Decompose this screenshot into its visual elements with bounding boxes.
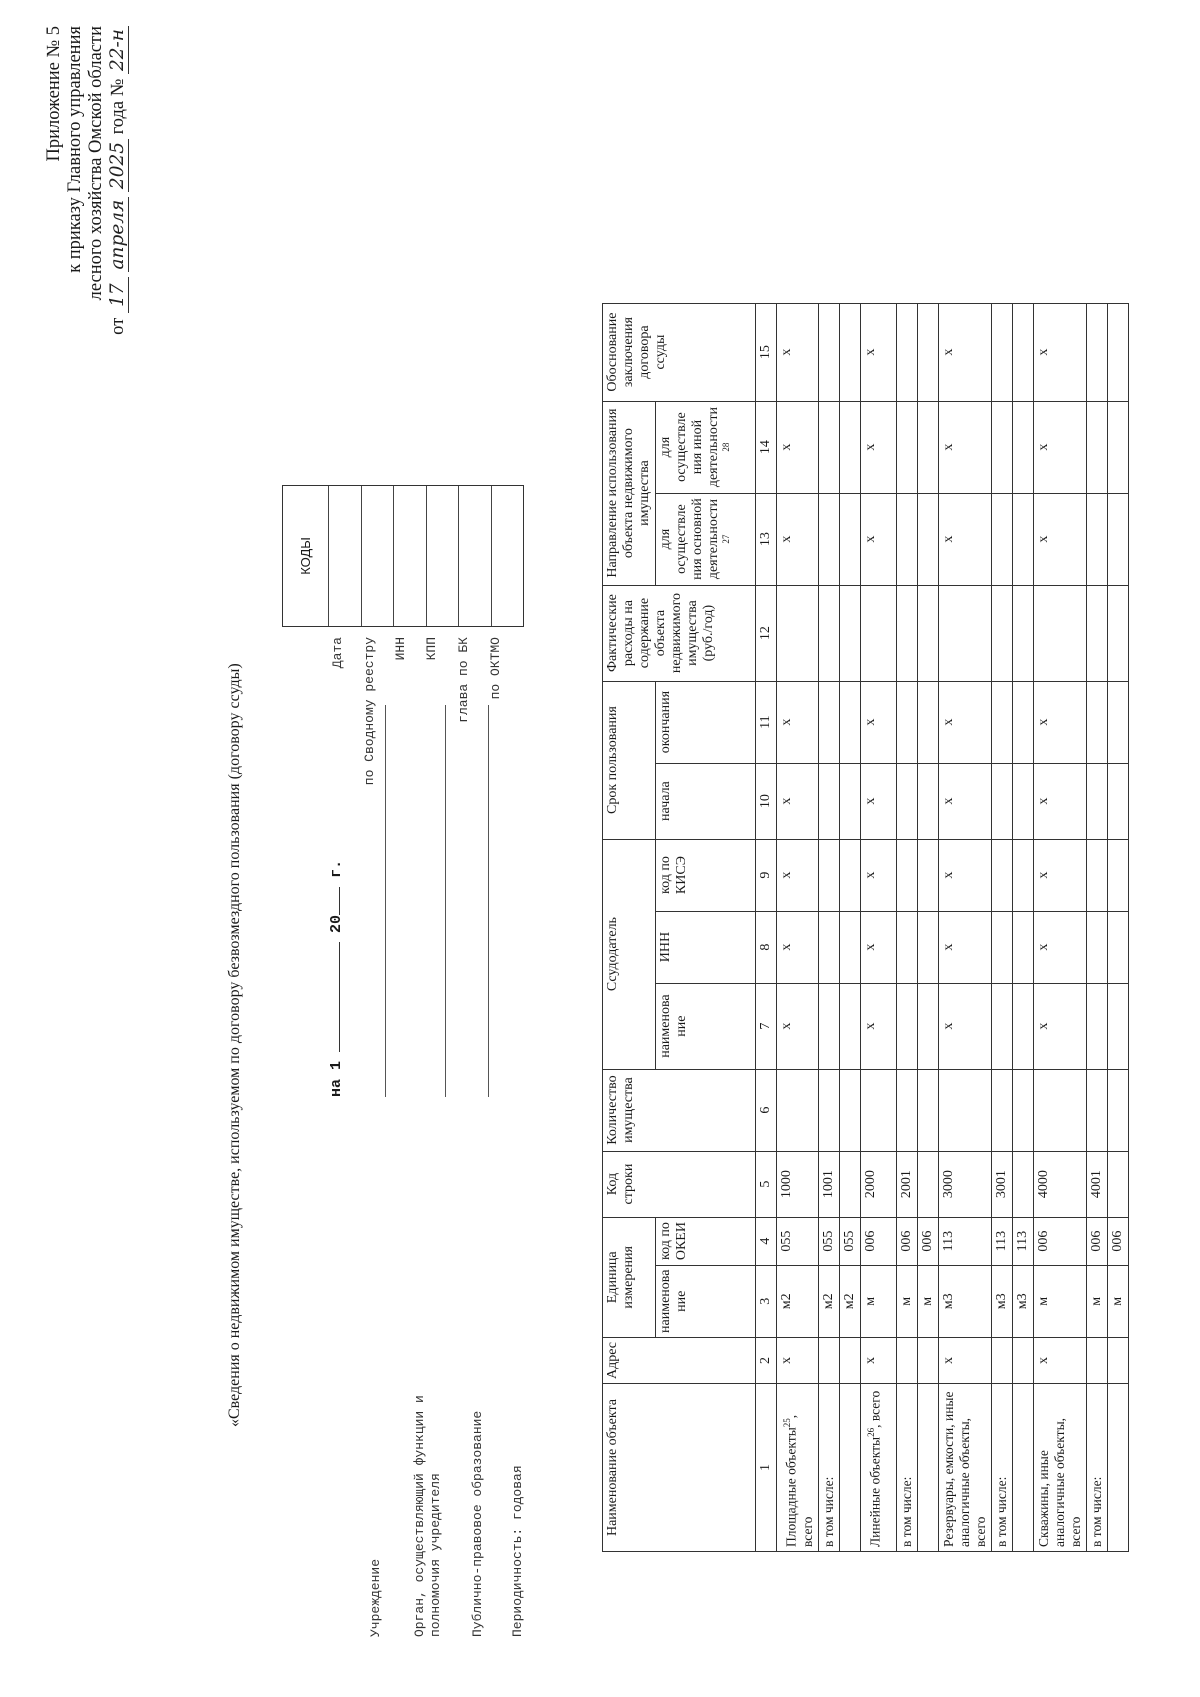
okei-cell[interactable]: 113 xyxy=(991,1217,1012,1265)
basis-cell[interactable] xyxy=(991,303,1012,401)
purpose-other-cell[interactable] xyxy=(917,401,938,493)
purpose-other-cell[interactable] xyxy=(991,401,1012,493)
line-code-cell[interactable]: 2001 xyxy=(896,1151,917,1217)
quantity-cell[interactable] xyxy=(1012,1069,1033,1151)
appendix-number: 22-н xyxy=(107,26,129,74)
column-number: 2 xyxy=(756,1337,777,1383)
object-name: в том числе: xyxy=(898,1476,914,1547)
lender-kise-cell[interactable]: x xyxy=(777,839,819,911)
period-prefix: на 1 xyxy=(328,1060,345,1097)
line-code-cell[interactable]: 3001 xyxy=(991,1151,1012,1217)
table-row xyxy=(818,303,839,1551)
lender-kise-cell[interactable]: x xyxy=(860,839,896,911)
term-end-cell[interactable] xyxy=(991,681,1012,763)
address-cell[interactable] xyxy=(1086,1337,1107,1383)
purpose-main-cell[interactable] xyxy=(991,493,1012,585)
founder-label-line-1: Орган, осуществляющий функции и xyxy=(412,1395,427,1637)
table-row xyxy=(1033,303,1086,1551)
lender-inn-cell[interactable] xyxy=(1012,911,1033,983)
okei-cell[interactable]: 006 xyxy=(1033,1217,1086,1265)
header-purpose-main-text: для осуществле ния основной деятельности xyxy=(658,498,721,580)
line-code-cell[interactable] xyxy=(839,1151,860,1217)
object-name-cell[interactable] xyxy=(1086,1384,1107,1552)
lender-kise-cell[interactable]: x xyxy=(1033,839,1086,911)
table-body xyxy=(777,303,1129,1551)
address-cell[interactable] xyxy=(1107,1337,1128,1383)
lender-name-cell[interactable]: x xyxy=(1033,983,1086,1069)
quantity-cell[interactable] xyxy=(896,1069,917,1151)
basis-cell[interactable] xyxy=(896,303,917,401)
term-start-cell[interactable] xyxy=(1012,763,1033,839)
periodicity-label: Периодичность: годовая xyxy=(510,1465,525,1637)
quantity-cell[interactable] xyxy=(1033,1069,1086,1151)
lender-inn-cell[interactable] xyxy=(1086,911,1107,983)
header-term: Срок пользования xyxy=(603,681,656,839)
institution-field[interactable] xyxy=(385,705,386,1097)
address-cell[interactable] xyxy=(1012,1337,1033,1383)
appendix-line-2: к приказу Главного управления xyxy=(65,26,85,273)
unit-name-cell[interactable]: м xyxy=(917,1265,938,1337)
table-row xyxy=(1012,303,1033,1551)
term-end-cell[interactable] xyxy=(1086,681,1107,763)
lender-kise-cell[interactable] xyxy=(991,839,1012,911)
okei-cell[interactable]: 055 xyxy=(777,1217,819,1265)
lender-kise-cell[interactable] xyxy=(839,839,860,911)
term-start-cell[interactable] xyxy=(818,763,839,839)
header-purpose-main xyxy=(656,493,756,585)
code-date-field[interactable] xyxy=(328,486,361,626)
lender-name-cell[interactable] xyxy=(1107,983,1128,1069)
unit-name-cell[interactable]: м3 xyxy=(1012,1265,1033,1337)
appendix-header xyxy=(44,26,129,335)
purpose-other-cell[interactable]: x xyxy=(938,401,991,493)
basis-cell[interactable]: x xyxy=(1033,303,1086,401)
lender-inn-cell[interactable] xyxy=(917,911,938,983)
code-label-oktmo: по ОКТМО xyxy=(488,637,503,700)
property-table xyxy=(602,303,1129,1552)
purpose-main-cell[interactable]: x xyxy=(777,493,819,585)
address-cell[interactable] xyxy=(991,1337,1012,1383)
term-start-cell[interactable] xyxy=(917,763,938,839)
lender-name-cell[interactable]: x xyxy=(860,983,896,1069)
period-suffix: г. xyxy=(328,859,345,878)
header-unit-name: наименова ние xyxy=(656,1265,756,1337)
purpose-other-cell[interactable]: x xyxy=(860,401,896,493)
header-purpose-other-text: для осуществле ния иной деятельности xyxy=(658,407,721,488)
costs-cell[interactable] xyxy=(896,585,917,681)
column-number: 9 xyxy=(756,839,777,911)
lender-name-cell[interactable]: x xyxy=(938,983,991,1069)
purpose-main-cell[interactable] xyxy=(818,493,839,585)
column-number: 7 xyxy=(756,983,777,1069)
lender-name-cell[interactable] xyxy=(839,983,860,1069)
address-cell[interactable]: x xyxy=(860,1337,896,1383)
object-name: Линейные объекты xyxy=(867,1436,882,1547)
term-end-cell[interactable] xyxy=(917,681,938,763)
lender-kise-cell[interactable]: x xyxy=(938,839,991,911)
address-cell[interactable] xyxy=(917,1337,938,1383)
code-inn-field[interactable] xyxy=(393,486,426,626)
code-bk-field[interactable] xyxy=(458,486,491,626)
code-label-register: по Сводному реестру xyxy=(362,637,377,786)
lender-kise-cell[interactable] xyxy=(917,839,938,911)
lender-name-cell[interactable] xyxy=(1012,983,1033,1069)
okei-cell[interactable]: 113 xyxy=(1012,1217,1033,1265)
unit-name-cell[interactable]: м2 xyxy=(777,1265,819,1337)
period-day-month-field[interactable] xyxy=(339,942,340,1052)
line-code-cell[interactable]: 4001 xyxy=(1086,1151,1107,1217)
basis-cell[interactable] xyxy=(917,303,938,401)
form-title: «Сведения о недвижимом имуществе, используемом по договору безвозмездного пользования (договору ссуды) xyxy=(226,663,243,1427)
costs-cell[interactable] xyxy=(1107,585,1128,681)
purpose-other-cell[interactable] xyxy=(896,401,917,493)
object-name-cell[interactable] xyxy=(818,1384,839,1552)
founder-label-line-2: полномочия учредителя xyxy=(428,1473,443,1637)
unit-name-cell[interactable]: м xyxy=(1086,1265,1107,1337)
codes-box xyxy=(282,485,524,627)
header-quantity: Количество имущества xyxy=(603,1069,756,1151)
object-name: в том числе: xyxy=(993,1476,1009,1547)
unit-name-cell[interactable]: м2 xyxy=(839,1265,860,1337)
code-label-date: Дата xyxy=(330,637,345,669)
object-name-cell[interactable] xyxy=(938,1384,991,1552)
code-register-field[interactable] xyxy=(361,486,394,626)
purpose-other-cell[interactable] xyxy=(1086,401,1107,493)
basis-cell[interactable] xyxy=(1107,303,1128,401)
table-row xyxy=(896,303,917,1551)
purpose-other-cell[interactable]: x xyxy=(1033,401,1086,493)
lender-name-cell[interactable] xyxy=(1086,983,1107,1069)
lender-inn-cell[interactable]: x xyxy=(860,911,896,983)
lender-kise-cell[interactable] xyxy=(896,839,917,911)
lender-inn-cell[interactable] xyxy=(991,911,1012,983)
table-row xyxy=(777,303,819,1551)
code-kpp-field[interactable] xyxy=(426,486,459,626)
okei-cell[interactable]: 006 xyxy=(896,1217,917,1265)
appendix-day: 17 xyxy=(107,277,129,313)
line-code-cell[interactable]: 4000 xyxy=(1033,1151,1086,1217)
object-name: Площадные объекты xyxy=(783,1427,799,1547)
object-name-suffix: , всего xyxy=(783,1414,815,1547)
code-label-inn: ИНН xyxy=(393,637,408,661)
object-name-cell[interactable] xyxy=(1012,1384,1033,1552)
line-code-cell[interactable] xyxy=(1012,1151,1033,1217)
table-row xyxy=(839,303,860,1551)
header-lender: Ссудодатель xyxy=(603,839,656,1069)
header-lender-name: наименова ние xyxy=(656,983,756,1069)
footnote-ref: 25 xyxy=(782,1418,792,1428)
costs-cell[interactable] xyxy=(860,585,896,681)
header-name: Наименование объекта xyxy=(603,1384,756,1552)
object-name-cell[interactable] xyxy=(991,1384,1012,1552)
header-unit-okei: код по ОКЕИ xyxy=(656,1217,756,1265)
appendix-line-3: лесного хозяйства Омской области xyxy=(86,26,106,301)
unit-name-cell[interactable]: м xyxy=(1033,1265,1086,1337)
appendix-date-prefix: от xyxy=(108,317,128,335)
column-number: 4 xyxy=(756,1217,777,1265)
costs-cell[interactable] xyxy=(818,585,839,681)
quantity-cell[interactable] xyxy=(938,1069,991,1151)
purpose-other-cell[interactable]: x xyxy=(777,401,819,493)
line-code-cell[interactable]: 1001 xyxy=(818,1151,839,1217)
term-start-cell[interactable] xyxy=(839,763,860,839)
quantity-cell[interactable] xyxy=(818,1069,839,1151)
term-end-cell[interactable] xyxy=(1107,681,1128,763)
unit-name-cell[interactable]: м xyxy=(860,1265,896,1337)
object-name: Скважины, иные аналогичные объекты, всего xyxy=(1035,1417,1083,1547)
column-number: 11 xyxy=(756,681,777,763)
quantity-cell[interactable] xyxy=(839,1069,860,1151)
footnote-27: 27 xyxy=(721,534,731,544)
column-number: 8 xyxy=(756,911,777,983)
codes-title: КОДЫ xyxy=(298,537,313,575)
column-number: 10 xyxy=(756,763,777,839)
basis-cell[interactable]: x xyxy=(777,303,819,401)
lender-name-cell[interactable] xyxy=(991,983,1012,1069)
header-lender-kise: код по КИСЭ xyxy=(656,839,756,911)
term-start-cell[interactable] xyxy=(896,763,917,839)
term-start-cell[interactable]: x xyxy=(777,763,819,839)
lender-inn-cell[interactable] xyxy=(839,911,860,983)
address-cell[interactable] xyxy=(896,1337,917,1383)
purpose-main-cell[interactable] xyxy=(917,493,938,585)
quantity-cell[interactable] xyxy=(917,1069,938,1151)
basis-cell[interactable] xyxy=(839,303,860,401)
costs-cell[interactable] xyxy=(991,585,1012,681)
term-end-cell[interactable] xyxy=(896,681,917,763)
line-code-cell[interactable]: 1000 xyxy=(777,1151,819,1217)
appendix-line-1: Приложение № 5 xyxy=(44,26,64,162)
term-start-cell[interactable]: x xyxy=(860,763,896,839)
column-number: 5 xyxy=(756,1151,777,1217)
term-end-cell[interactable]: x xyxy=(777,681,819,763)
term-end-cell[interactable]: x xyxy=(938,681,991,763)
lender-inn-cell[interactable]: x xyxy=(1033,911,1086,983)
table-row xyxy=(991,303,1012,1551)
header-term-start: начала xyxy=(656,763,756,839)
header-purpose-other xyxy=(656,401,756,493)
header-lender-inn: ИНН xyxy=(656,911,756,983)
term-start-cell[interactable]: x xyxy=(1033,763,1086,839)
okei-cell[interactable]: 113 xyxy=(938,1217,991,1265)
purpose-main-cell[interactable] xyxy=(1107,493,1128,585)
okei-cell[interactable]: 006 xyxy=(1107,1217,1128,1265)
term-start-cell[interactable] xyxy=(1107,763,1128,839)
purpose-other-cell[interactable] xyxy=(1107,401,1128,493)
unit-name-cell[interactable]: м xyxy=(1107,1265,1128,1337)
appendix-year: 2025 xyxy=(107,139,129,192)
object-name: Резервуары, емкости, иные аналогичные объекты, всего xyxy=(940,1391,988,1547)
column-number: 1 xyxy=(756,1384,777,1552)
code-label-kpp: КПП xyxy=(424,637,439,661)
basis-cell[interactable] xyxy=(1086,303,1107,401)
object-name-cell[interactable] xyxy=(1107,1384,1128,1552)
column-numbers-row xyxy=(756,303,777,1551)
term-end-cell[interactable] xyxy=(1012,681,1033,763)
basis-cell[interactable] xyxy=(1012,303,1033,401)
code-label-bk: глава по БК xyxy=(456,637,471,723)
quantity-cell[interactable] xyxy=(777,1069,819,1151)
lender-name-cell[interactable] xyxy=(917,983,938,1069)
object-name-cell[interactable] xyxy=(896,1384,917,1552)
unit-name-cell[interactable]: м2 xyxy=(818,1265,839,1337)
basis-cell[interactable] xyxy=(818,303,839,401)
line-code-cell[interactable]: 3000 xyxy=(938,1151,991,1217)
appendix-date-line xyxy=(107,26,129,335)
period-century: 20 xyxy=(328,914,345,933)
address-cell[interactable]: x xyxy=(938,1337,991,1383)
object-name-cell[interactable] xyxy=(1033,1384,1086,1552)
object-name-cell[interactable] xyxy=(839,1384,860,1552)
table-row xyxy=(1086,303,1107,1551)
lender-name-cell[interactable] xyxy=(818,983,839,1069)
column-number: 6 xyxy=(756,1069,777,1151)
purpose-main-cell[interactable] xyxy=(1012,493,1033,585)
purpose-main-cell[interactable] xyxy=(1086,493,1107,585)
header-unit: Единица измерения xyxy=(603,1217,656,1337)
object-name-suffix: , всего xyxy=(867,1390,882,1428)
okei-cell[interactable]: 055 xyxy=(839,1217,860,1265)
costs-cell[interactable] xyxy=(917,585,938,681)
quantity-cell[interactable] xyxy=(991,1069,1012,1151)
purpose-other-cell[interactable] xyxy=(839,401,860,493)
line-code-cell[interactable] xyxy=(917,1151,938,1217)
quantity-cell[interactable] xyxy=(1086,1069,1107,1151)
address-cell[interactable] xyxy=(839,1337,860,1383)
costs-cell[interactable] xyxy=(777,585,819,681)
header-address: Адрес xyxy=(603,1337,756,1383)
footnote-ref: 26 xyxy=(865,1427,876,1437)
costs-cell[interactable] xyxy=(1012,585,1033,681)
okei-cell[interactable]: 006 xyxy=(917,1217,938,1265)
quantity-cell[interactable] xyxy=(860,1069,896,1151)
lender-kise-cell[interactable] xyxy=(818,839,839,911)
code-oktmo-field[interactable] xyxy=(491,486,524,626)
lender-kise-cell[interactable] xyxy=(1086,839,1107,911)
costs-cell[interactable] xyxy=(839,585,860,681)
address-cell[interactable] xyxy=(818,1337,839,1383)
footnote-28: 28 xyxy=(721,442,731,452)
costs-cell[interactable] xyxy=(1086,585,1107,681)
column-number: 3 xyxy=(756,1265,777,1337)
lender-name-cell[interactable] xyxy=(896,983,917,1069)
okei-cell[interactable]: 006 xyxy=(860,1217,896,1265)
purpose-main-cell[interactable]: x xyxy=(1033,493,1086,585)
unit-name-cell[interactable]: м xyxy=(896,1265,917,1337)
table-row xyxy=(917,303,938,1551)
term-start-cell[interactable]: x xyxy=(938,763,991,839)
term-end-cell[interactable] xyxy=(818,681,839,763)
object-name: в том числе: xyxy=(1088,1476,1104,1547)
object-name-cell[interactable] xyxy=(917,1384,938,1552)
purpose-other-cell[interactable] xyxy=(818,401,839,493)
term-start-cell[interactable] xyxy=(1086,763,1107,839)
lender-inn-cell[interactable]: x xyxy=(938,911,991,983)
column-number: 14 xyxy=(756,401,777,493)
term-start-cell[interactable] xyxy=(991,763,1012,839)
header-purpose: Направление использования объекта недвижимого имущества xyxy=(603,401,656,585)
okei-cell[interactable]: 055 xyxy=(818,1217,839,1265)
address-cell[interactable]: x xyxy=(777,1337,819,1383)
table-row xyxy=(1107,303,1128,1551)
lender-inn-cell[interactable] xyxy=(818,911,839,983)
purpose-main-cell[interactable] xyxy=(839,493,860,585)
address-cell[interactable]: x xyxy=(1033,1337,1086,1383)
purpose-main-cell[interactable] xyxy=(896,493,917,585)
lender-inn-cell[interactable]: x xyxy=(777,911,819,983)
table-row xyxy=(860,303,896,1551)
header-term-end: окончания xyxy=(656,681,756,763)
municipality-label: Публично-правовое образование xyxy=(470,1410,485,1637)
appendix-year-word: года № xyxy=(108,78,128,135)
header-basis: Обоснование заключения договора ссуды xyxy=(603,303,756,401)
lender-kise-cell[interactable] xyxy=(1107,839,1128,911)
costs-cell[interactable] xyxy=(1033,585,1086,681)
unit-name-cell[interactable]: м3 xyxy=(991,1265,1012,1337)
unit-name-cell[interactable]: м3 xyxy=(938,1265,991,1337)
lender-name-cell[interactable]: x xyxy=(777,983,819,1069)
basis-cell[interactable]: x xyxy=(860,303,896,401)
column-number: 15 xyxy=(756,303,777,401)
line-code-cell[interactable]: 2000 xyxy=(860,1151,896,1217)
lender-kise-cell[interactable] xyxy=(1012,839,1033,911)
okei-cell[interactable]: 006 xyxy=(1086,1217,1107,1265)
term-end-cell[interactable]: x xyxy=(1033,681,1086,763)
object-name-cell[interactable] xyxy=(777,1384,819,1552)
line-code-cell[interactable] xyxy=(1107,1151,1128,1217)
purpose-other-cell[interactable] xyxy=(1012,401,1033,493)
object-name: в том числе: xyxy=(820,1476,836,1547)
lender-inn-cell[interactable] xyxy=(1107,911,1128,983)
column-number: 13 xyxy=(756,493,777,585)
quantity-cell[interactable] xyxy=(1107,1069,1128,1151)
purpose-main-cell[interactable]: x xyxy=(938,493,991,585)
lender-inn-cell[interactable] xyxy=(896,911,917,983)
institution-label: Учреждение xyxy=(368,1558,383,1637)
column-number: 12 xyxy=(756,585,777,681)
founder-field[interactable] xyxy=(445,705,446,1097)
object-name-cell[interactable] xyxy=(860,1384,896,1552)
term-end-cell[interactable] xyxy=(839,681,860,763)
appendix-month: апреля xyxy=(107,197,129,273)
term-end-cell[interactable]: x xyxy=(860,681,896,763)
header-costs: Фактические расходы на содержание объекта недвижимого имущества (руб./год) xyxy=(603,585,756,681)
basis-cell[interactable]: x xyxy=(938,303,991,401)
costs-cell[interactable] xyxy=(938,585,991,681)
table-row xyxy=(938,303,991,1551)
header-line-code: Код строки xyxy=(603,1151,756,1217)
purpose-main-cell[interactable]: x xyxy=(860,493,896,585)
